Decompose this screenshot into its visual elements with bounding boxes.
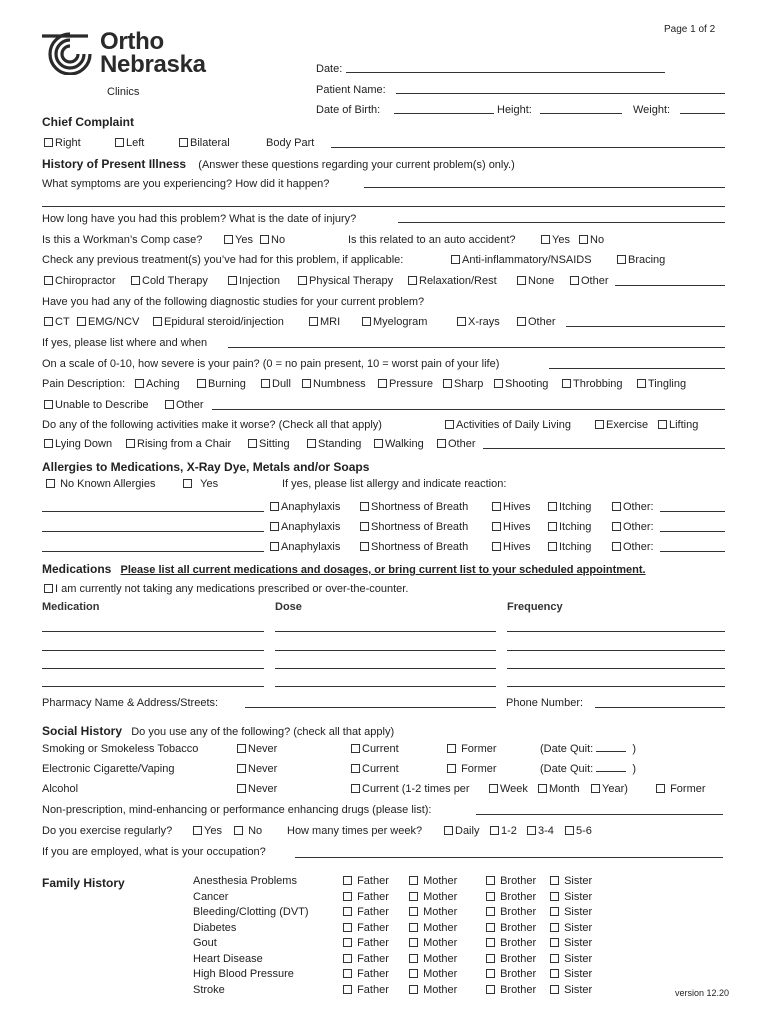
activity-other-field[interactable]: [483, 448, 725, 449]
reaction-hives[interactable]: Hives: [492, 541, 531, 553]
page-number: Page 1 of 2: [664, 24, 716, 35]
dose-field[interactable]: [275, 650, 496, 651]
hpi-heading: History of Present Illness (Answer these questions regarding your current problem(s) only.): [42, 157, 515, 171]
checkbox-icon: [409, 907, 418, 916]
pain-other[interactable]: Other: [165, 399, 204, 411]
study-xrays[interactable]: X-rays: [457, 316, 500, 328]
drugs-field[interactable]: [476, 814, 723, 815]
drugs-label: Non-prescription, mind-enhancing or performance enhancing drugs (please list):: [42, 804, 432, 816]
family-condition-label: Cancer: [193, 890, 229, 903]
family-member-label: Brother: [500, 968, 537, 980]
patient-name-field[interactable]: [396, 93, 725, 94]
reaction-itching[interactable]: Itching: [548, 521, 591, 533]
no-medications-checkbox[interactable]: I am currently not taking any medications prescribed or over-the-counter.: [44, 583, 408, 595]
exercise-daily[interactable]: Daily: [444, 825, 479, 837]
pain-tingling[interactable]: Tingling: [637, 378, 686, 390]
frequency-field[interactable]: [507, 686, 725, 687]
family-member-label: Sister: [564, 983, 593, 996]
body-part-field[interactable]: [331, 147, 725, 148]
family-member-label: Brother: [500, 890, 537, 903]
auto-accident-yes[interactable]: Yes: [541, 234, 570, 246]
ecig-former[interactable]: Former: [447, 763, 497, 775]
frequency-field[interactable]: [507, 668, 725, 669]
pain-sharp[interactable]: Sharp: [443, 378, 483, 390]
family-member-label: Mother: [423, 952, 458, 965]
study-ct[interactable]: CT: [44, 316, 70, 328]
reaction-anaphylaxis[interactable]: Anaphylaxis: [270, 501, 340, 513]
phone-field[interactable]: [595, 707, 725, 708]
pain-other-field[interactable]: [212, 409, 725, 410]
family-brother-checkbox[interactable]: [486, 891, 536, 903]
family-member-label: Sister: [564, 890, 593, 903]
allergy-name-field[interactable]: [42, 511, 264, 512]
family-brother-checkbox[interactable]: [486, 984, 536, 996]
checkbox-icon: [343, 985, 352, 994]
treatment-none[interactable]: None: [517, 275, 554, 287]
checkbox-icon: [343, 876, 352, 885]
checkbox-icon: [550, 985, 559, 994]
exercise-question: Do you exercise regularly?: [42, 825, 173, 837]
family-father-checkbox[interactable]: [343, 875, 389, 887]
studies-question: Have you had any of the following diagnostic studies for your current problem?: [42, 296, 425, 308]
pain-scale-question: On a scale of 0-10, how severe is your pain? (0 = no pain present, 10 = worst pain of your life): [42, 358, 500, 370]
family-member-label: Mother: [423, 890, 458, 903]
family-member-label: Father: [357, 906, 389, 918]
patient-name-label: Patient Name:: [316, 84, 386, 96]
auto-accident-no[interactable]: No: [579, 234, 604, 246]
dob-label: Date of Birth:: [316, 104, 381, 116]
medication-field[interactable]: [42, 686, 264, 687]
right-checkbox[interactable]: Right: [44, 137, 81, 149]
ecig-date-quit: (Date Quit: ): [540, 763, 637, 775]
family-member-label: Brother: [500, 906, 537, 918]
height-label: Height:: [497, 104, 532, 116]
reaction-shortness-of-breath[interactable]: Shortness of Breath: [360, 501, 468, 513]
frequency-column-header: Frequency: [507, 601, 563, 613]
family-member-label: Brother: [500, 875, 537, 887]
date-label: Date:: [316, 63, 343, 75]
reaction-shortness-of-breath[interactable]: Shortness of Breath: [360, 541, 468, 553]
family-member-label: Brother: [500, 937, 537, 949]
family-member-label: Mother: [423, 937, 458, 949]
study-other[interactable]: Other: [517, 316, 556, 328]
pain-dull[interactable]: Dull: [261, 378, 291, 390]
reaction-itching[interactable]: Itching: [548, 501, 591, 513]
activity-lying-down[interactable]: Lying Down: [44, 438, 112, 450]
weight-label: Weight:: [633, 104, 671, 116]
checkbox-icon: [550, 954, 559, 963]
duration-question: How long have you had this problem? What is the date of injury?: [42, 213, 357, 225]
checkbox-icon: [550, 969, 559, 978]
dose-column-header: Dose: [275, 601, 302, 613]
weight-field[interactable]: [680, 113, 725, 114]
version-label: version 12.20: [675, 988, 730, 998]
checkbox-icon: [409, 892, 418, 901]
checkbox-icon: [409, 969, 418, 978]
alcohol-week[interactable]: Week: [489, 783, 528, 795]
checkbox-icon: [486, 938, 495, 947]
checkbox-icon: [409, 938, 418, 947]
family-brother-checkbox[interactable]: [486, 953, 536, 965]
checkbox-icon: [409, 923, 418, 932]
family-mother-checkbox[interactable]: [409, 937, 457, 949]
family-brother-checkbox[interactable]: [486, 968, 536, 980]
family-sister-checkbox[interactable]: [550, 922, 592, 934]
left-checkbox[interactable]: Left: [115, 137, 144, 149]
occupation-label: If you are employed, what is your occupation?: [42, 846, 266, 858]
activity-daily-living[interactable]: Activities of Daily Living: [445, 419, 571, 431]
family-mother-checkbox[interactable]: [409, 906, 457, 918]
family-member-label: Father: [357, 875, 389, 887]
alcohol-former[interactable]: Former: [656, 783, 706, 795]
activities-question: Do any of the following activities make it worse? (Check all that apply): [42, 419, 382, 431]
alcohol-current[interactable]: Current (1-2 times per: [351, 783, 470, 795]
family-member-label: Father: [357, 921, 389, 934]
family-condition-label: Stroke: [193, 983, 225, 996]
treatment-nsaids[interactable]: Anti-inflammatory/NSAIDS: [451, 254, 592, 266]
study-other-field[interactable]: [566, 326, 725, 327]
pain-throbbing[interactable]: Throbbing: [562, 378, 623, 390]
checkbox-icon: [550, 892, 559, 901]
pain-numbness[interactable]: Numbness: [302, 378, 366, 390]
exercise-3-4[interactable]: 3-4: [527, 825, 554, 837]
family-father-checkbox[interactable]: [343, 906, 389, 918]
pain-burning[interactable]: Burning: [197, 378, 246, 390]
family-member-label: Brother: [500, 983, 537, 996]
treatment-question: Check any previous treatment(s) you’ve had for this problem, if applicable:: [42, 254, 404, 266]
pain-aching[interactable]: Aching: [135, 378, 180, 390]
checkbox-icon: [486, 954, 495, 963]
family-member-label: Father: [357, 890, 389, 903]
medication-column-header: Medication: [42, 601, 100, 613]
workmans-comp-no[interactable]: No: [260, 234, 285, 246]
checkbox-icon: [343, 969, 352, 978]
smoking-current[interactable]: Current: [351, 743, 399, 755]
reaction-hives[interactable]: Hives: [492, 521, 531, 533]
ecig-current[interactable]: Current: [351, 763, 399, 775]
treatment-physical-therapy[interactable]: Physical Therapy: [298, 275, 393, 287]
reaction-shortness-of-breath[interactable]: Shortness of Breath: [360, 521, 468, 533]
activity-exercise[interactable]: Exercise: [595, 419, 648, 431]
checkbox-icon: [550, 907, 559, 916]
treatment-other[interactable]: Other: [570, 275, 609, 287]
dob-field[interactable]: [394, 113, 494, 114]
allergies-yes-checkbox[interactable]: Yes: [183, 478, 218, 490]
reaction-anaphylaxis[interactable]: Anaphylaxis: [270, 541, 340, 553]
smoking-label: Smoking or Smokeless Tobacco: [42, 743, 199, 755]
frequency-field[interactable]: [507, 650, 725, 651]
family-father-checkbox[interactable]: [343, 968, 389, 980]
family-member-label: Sister: [564, 952, 593, 965]
times-per-week-question: How many times per week?: [287, 825, 423, 837]
family-member-label: Mother: [423, 921, 458, 934]
logo-mark-icon: [40, 31, 102, 75]
symptoms-field[interactable]: [364, 187, 725, 188]
where-when-field[interactable]: [228, 347, 725, 348]
family-member-label: Sister: [564, 875, 593, 887]
checkbox-icon: [409, 876, 418, 885]
allergies-note: If yes, please list allergy and indicate reaction:: [282, 478, 507, 490]
study-myelogram[interactable]: Myelogram: [362, 316, 427, 328]
pharmacy-field[interactable]: [245, 707, 496, 708]
reaction-hives[interactable]: Hives: [492, 501, 531, 513]
study-emg[interactable]: EMG/NCV: [77, 316, 139, 328]
checkbox-icon: [409, 954, 418, 963]
family-member-label: Sister: [564, 968, 593, 980]
family-father-checkbox[interactable]: [343, 891, 389, 903]
family-member-label: Mother: [423, 906, 458, 918]
study-epidural[interactable]: Epidural steroid/injection: [153, 316, 284, 328]
treatment-cold-therapy[interactable]: Cold Therapy: [131, 275, 208, 287]
family-father-checkbox[interactable]: [343, 984, 389, 996]
family-brother-checkbox[interactable]: [486, 875, 536, 887]
family-condition-label: Heart Disease: [193, 952, 263, 965]
family-member-label: Sister: [564, 906, 593, 918]
workmans-comp-question: Is this a Workman’s Comp case?: [42, 234, 203, 246]
family-mother-checkbox[interactable]: [409, 953, 457, 965]
duration-field[interactable]: [398, 222, 725, 223]
family-history-title: Family History: [42, 876, 125, 890]
family-mother-checkbox[interactable]: [409, 968, 457, 980]
family-condition-label: High Blood Pressure: [193, 968, 294, 980]
family-sister-checkbox[interactable]: [550, 953, 592, 965]
family-sister-checkbox[interactable]: [550, 906, 592, 918]
family-brother-checkbox[interactable]: [486, 937, 536, 949]
no-known-allergies-checkbox[interactable]: No Known Allergies: [46, 478, 155, 490]
checkbox-icon: [550, 938, 559, 947]
checkbox-icon: [343, 907, 352, 916]
family-member-label: Mother: [423, 983, 458, 996]
alcohol-never[interactable]: Never: [237, 783, 277, 795]
family-father-checkbox[interactable]: [343, 922, 389, 934]
pain-shooting[interactable]: Shooting: [494, 378, 548, 390]
ecig-label: Electronic Cigarette/Vaping: [42, 763, 175, 775]
exercise-5-6[interactable]: 5-6: [565, 825, 592, 837]
family-sister-checkbox[interactable]: [550, 937, 592, 949]
family-mother-checkbox[interactable]: [409, 875, 457, 887]
medication-field[interactable]: [42, 631, 264, 632]
family-member-label: Father: [357, 952, 389, 965]
smoking-never[interactable]: Never: [237, 743, 277, 755]
activity-rising[interactable]: Rising from a Chair: [126, 438, 231, 450]
family-member-label: Mother: [423, 968, 458, 980]
checkbox-icon: [550, 876, 559, 885]
symptoms-question: What symptoms are you experiencing? How did it happen?: [42, 178, 330, 190]
activity-other[interactable]: Other: [437, 438, 476, 450]
checkbox-icon: [343, 938, 352, 947]
pain-unable-to-describe[interactable]: Unable to Describe: [44, 399, 149, 411]
family-sister-checkbox[interactable]: [550, 984, 592, 996]
family-member-label: Brother: [500, 921, 537, 934]
checkbox-icon: [486, 969, 495, 978]
reaction-other-field[interactable]: [660, 531, 725, 532]
checkbox-icon: [486, 892, 495, 901]
exercise-no[interactable]: No: [234, 825, 262, 837]
family-mother-checkbox[interactable]: [409, 922, 457, 934]
reaction-itching[interactable]: Itching: [548, 541, 591, 553]
family-member-label: Sister: [564, 921, 593, 934]
reaction-other[interactable]: Other:: [612, 541, 654, 553]
alcohol-month[interactable]: Month: [538, 783, 580, 795]
dose-field[interactable]: [275, 668, 496, 669]
treatment-chiropractor[interactable]: Chiropractor: [44, 275, 116, 287]
checkbox-icon: [486, 876, 495, 885]
alcohol-year[interactable]: Year): [591, 783, 628, 795]
checkbox-icon: [486, 985, 495, 994]
pain-pressure[interactable]: Pressure: [378, 378, 433, 390]
where-when-question: If yes, please list where and when: [42, 337, 208, 349]
family-member-label: Father: [357, 968, 389, 980]
activity-walking[interactable]: Walking: [374, 438, 424, 450]
pharmacy-label: Pharmacy Name & Address/Streets:: [42, 697, 219, 709]
height-field[interactable]: [540, 113, 622, 114]
reaction-other[interactable]: Other:: [612, 521, 654, 533]
family-member-label: Brother: [500, 952, 537, 965]
pain-scale-field[interactable]: [549, 368, 725, 369]
activity-lifting[interactable]: Lifting: [658, 419, 698, 431]
checkbox-icon: [550, 923, 559, 932]
family-sister-checkbox[interactable]: [550, 891, 592, 903]
allergy-name-field[interactable]: [42, 531, 264, 532]
family-member-label: Father: [357, 937, 389, 949]
medications-heading: Medications Please list all current medications and dosages, or bring current list to your scheduled appointment.: [42, 562, 646, 576]
workmans-comp-yes[interactable]: Yes: [224, 234, 253, 246]
reaction-other-field[interactable]: [660, 511, 725, 512]
family-mother-checkbox[interactable]: [409, 984, 457, 996]
family-brother-checkbox[interactable]: [486, 906, 536, 918]
exercise-1-2[interactable]: 1-2: [490, 825, 517, 837]
checkbox-icon: [486, 907, 495, 916]
treatment-relaxation[interactable]: Relaxation/Rest: [408, 275, 497, 287]
family-brother-checkbox[interactable]: [486, 922, 536, 934]
symptoms-field-2[interactable]: [42, 206, 725, 207]
family-sister-checkbox[interactable]: [550, 875, 592, 887]
family-father-checkbox[interactable]: [343, 937, 389, 949]
family-member-label: Sister: [564, 937, 593, 949]
social-history-heading: Social History Do you use any of the following? (check all that apply): [42, 724, 395, 738]
checkbox-icon: [343, 892, 352, 901]
family-member-label: Mother: [423, 875, 458, 887]
logo-text: Ortho Nebraska: [100, 28, 206, 78]
family-mother-checkbox[interactable]: [409, 891, 457, 903]
allergies-title: Allergies to Medications, X-Ray Dye, Metals and/or Soaps: [42, 460, 370, 474]
family-sister-checkbox[interactable]: [550, 968, 592, 980]
date-field[interactable]: [346, 72, 665, 73]
treatment-injection[interactable]: Injection: [228, 275, 280, 287]
chief-complaint-title: Chief Complaint: [42, 115, 134, 129]
alcohol-label: Alcohol: [42, 783, 79, 795]
ecig-never[interactable]: Never: [237, 763, 277, 775]
reaction-anaphylaxis[interactable]: Anaphylaxis: [270, 521, 340, 533]
logo-subtitle: Clinics: [107, 86, 140, 98]
frequency-field[interactable]: [507, 631, 725, 632]
family-condition-label: Gout: [193, 937, 217, 949]
family-father-checkbox[interactable]: [343, 953, 389, 965]
bilateral-checkbox[interactable]: Bilateral: [179, 137, 230, 149]
family-member-label: Father: [357, 983, 389, 996]
auto-accident-question: Is this related to an auto accident?: [348, 234, 516, 246]
medication-field[interactable]: [42, 650, 264, 651]
exercise-yes[interactable]: Yes: [193, 825, 222, 837]
checkbox-icon: [343, 954, 352, 963]
reaction-other[interactable]: Other:: [612, 501, 654, 513]
occupation-field[interactable]: [295, 857, 723, 858]
activity-sitting[interactable]: Sitting: [248, 438, 290, 450]
activity-standing[interactable]: Standing: [307, 438, 361, 450]
allergy-name-field[interactable]: [42, 551, 264, 552]
dose-field[interactable]: [275, 631, 496, 632]
family-condition-label: Bleeding/Clotting (DVT): [193, 906, 309, 918]
body-part-label: Body Part: [266, 137, 315, 149]
phone-label: Phone Number:: [506, 697, 584, 709]
family-condition-label: Anesthesia Problems: [193, 875, 297, 887]
reaction-other-field[interactable]: [660, 551, 725, 552]
checkbox-icon: [343, 923, 352, 932]
medication-field[interactable]: [42, 668, 264, 669]
smoking-date-quit: (Date Quit: ): [540, 743, 637, 755]
treatment-other-field[interactable]: [615, 285, 725, 286]
study-mri[interactable]: MRI: [309, 316, 340, 328]
treatment-bracing[interactable]: Bracing: [617, 254, 665, 266]
checkbox-icon: [409, 985, 418, 994]
checkbox-icon: [486, 923, 495, 932]
dose-field[interactable]: [275, 686, 496, 687]
smoking-former[interactable]: Former: [447, 743, 497, 755]
family-condition-label: Diabetes: [193, 921, 237, 934]
pain-description-label: Pain Description:: [42, 378, 126, 390]
